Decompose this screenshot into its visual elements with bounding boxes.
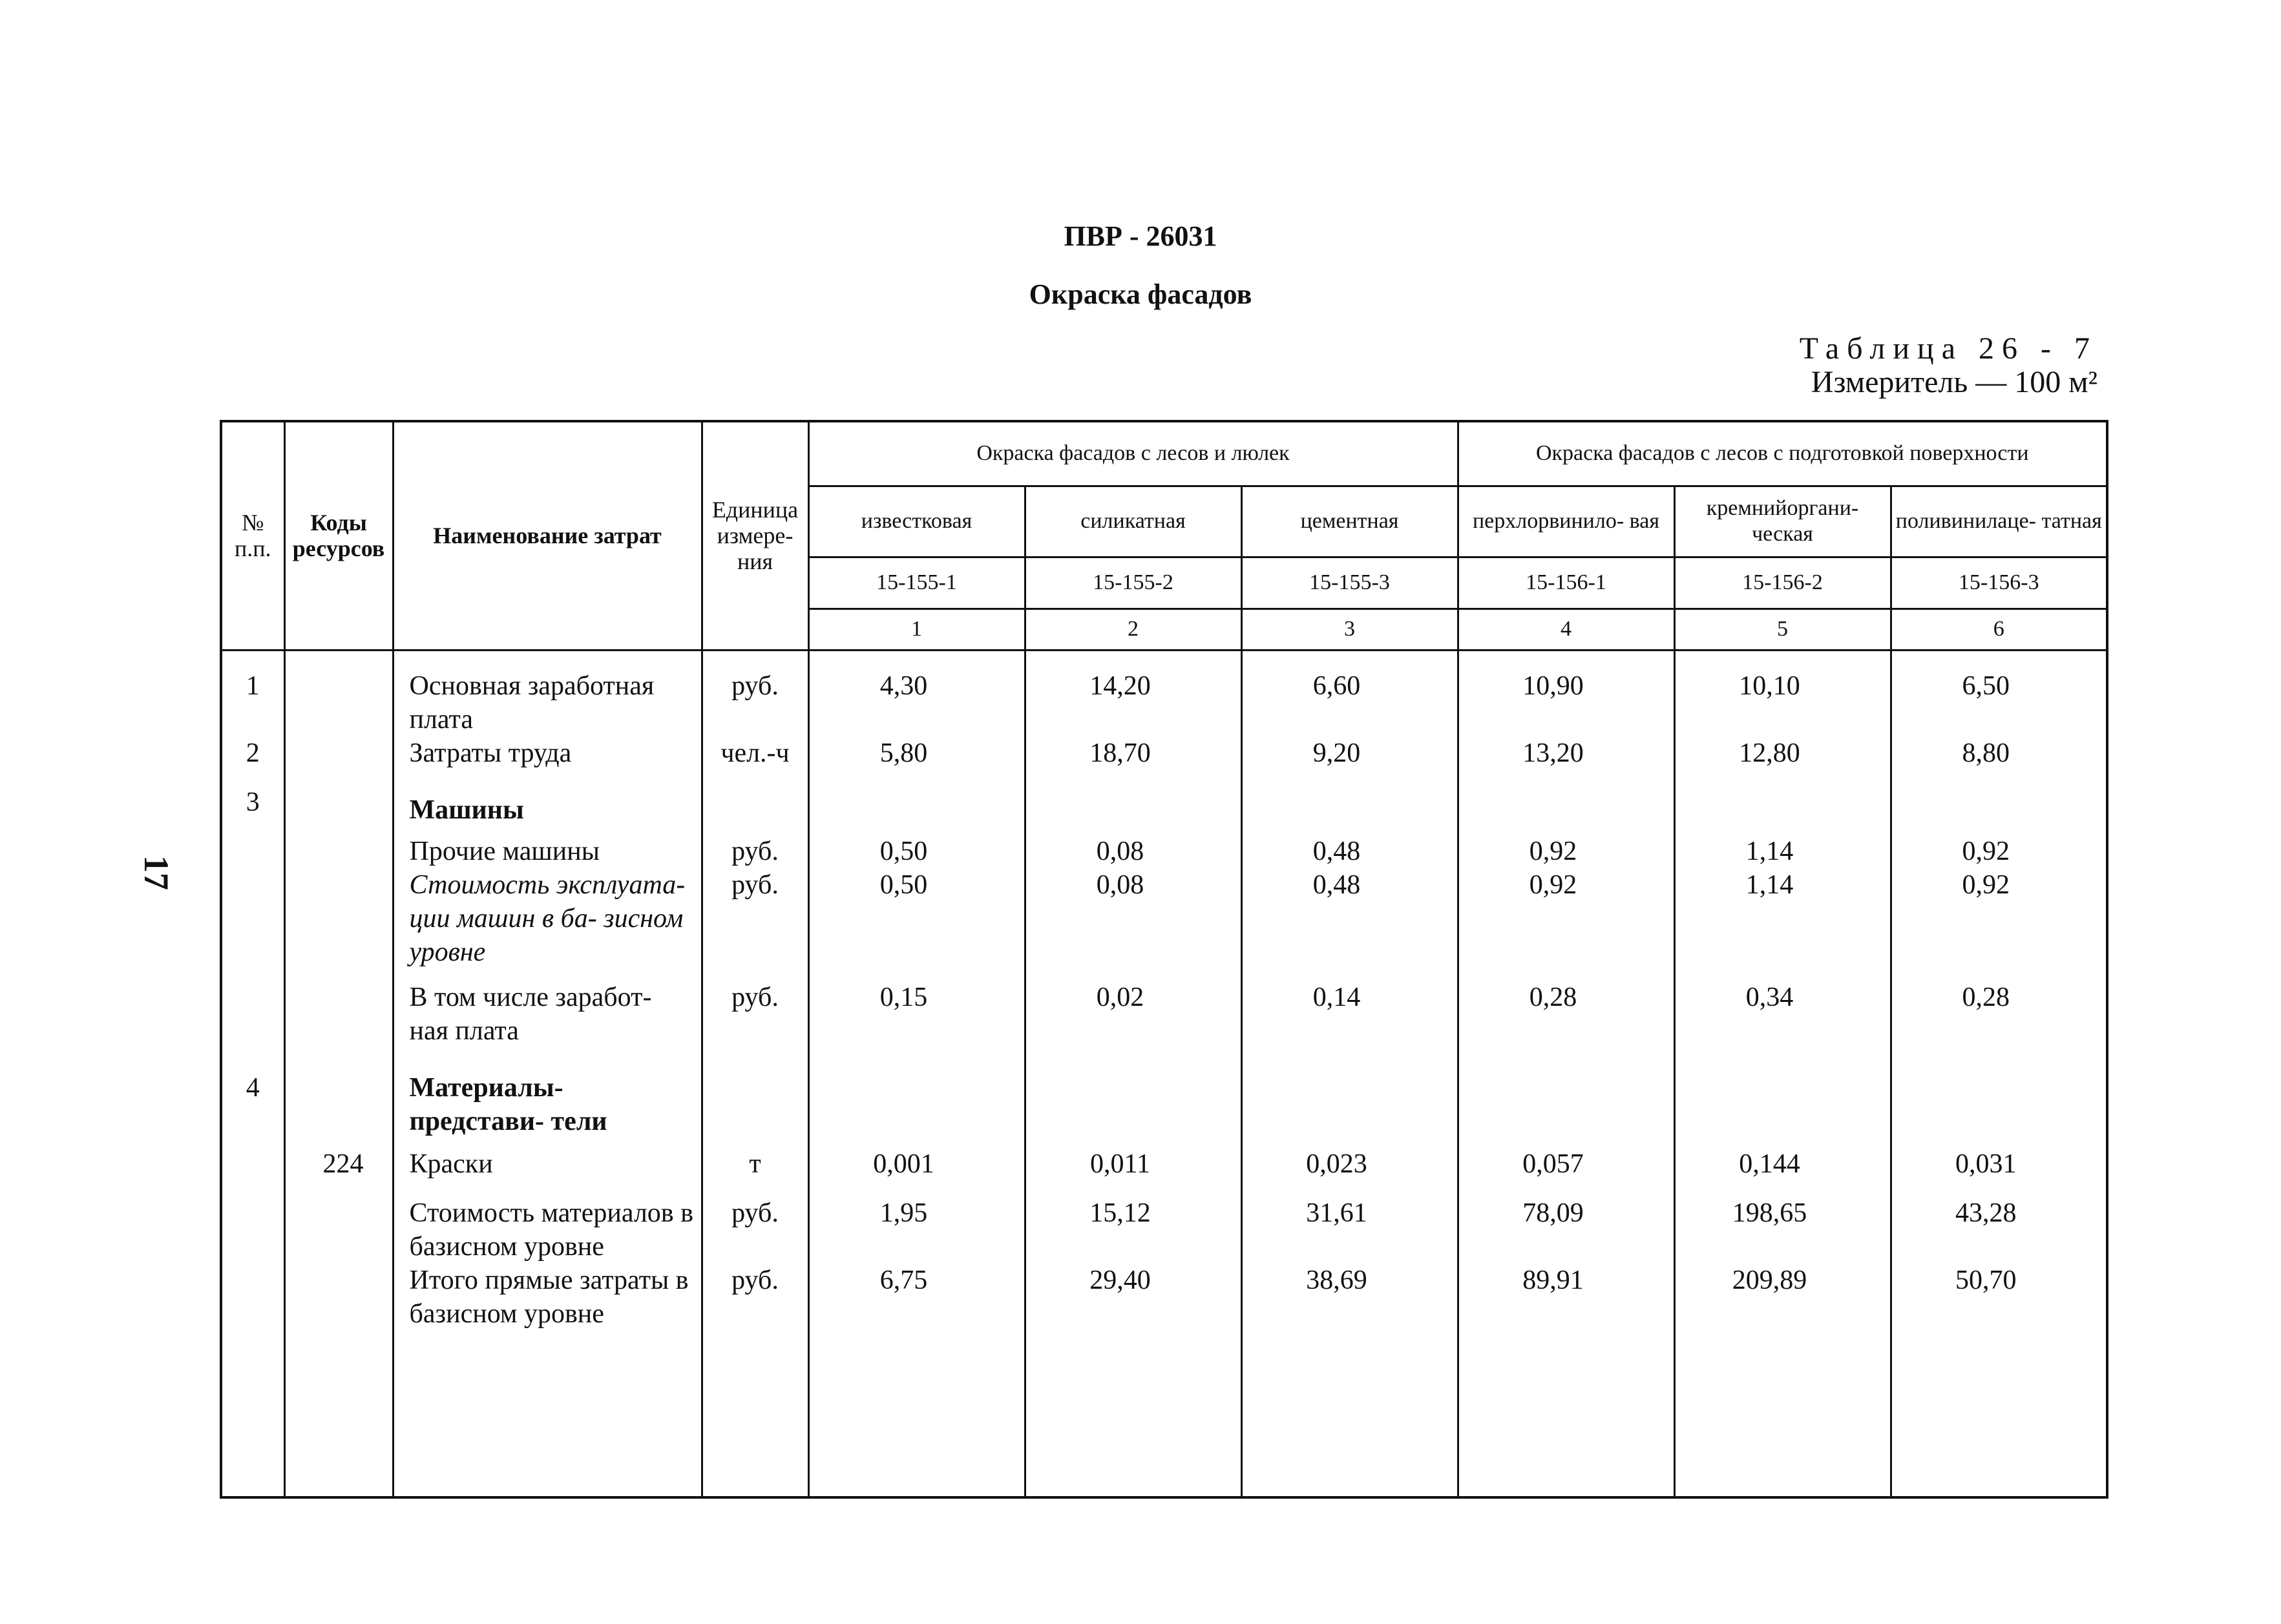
filler-cell: [1025, 1335, 1241, 1498]
table-row: [221, 981, 2107, 1071]
row-name: Стоимость материалов в базисном уровне: [393, 1196, 702, 1264]
row-value: [1458, 786, 1674, 835]
row-value: [1674, 1071, 1891, 1147]
row-value: 0,28: [1458, 981, 1674, 1071]
filler-cell: [1674, 1335, 1891, 1498]
row-value: 0,08: [1025, 835, 1241, 868]
header-codes: Коды ресурсов: [284, 421, 393, 650]
row-value: [1891, 786, 2107, 835]
row-value: 0,92: [1891, 835, 2107, 868]
row-value: 0,48: [1241, 868, 1458, 981]
subcol-code: 15-155-1: [808, 557, 1025, 609]
row-value: 15,12: [1025, 1196, 1241, 1264]
row-value: 0,34: [1674, 981, 1891, 1071]
row-value: 10,10: [1674, 650, 1891, 736]
row-num: [221, 835, 284, 868]
subcol-label: перхлорвинило- вая: [1458, 486, 1674, 557]
table-row: [221, 650, 2107, 736]
subcol-code: 15-155-3: [1241, 557, 1458, 609]
row-value: [1025, 1071, 1241, 1147]
row-value: 0,15: [808, 981, 1025, 1071]
filler-cell: [1458, 1335, 1674, 1498]
row-value: 10,90: [1458, 650, 1674, 736]
row-unit: руб.: [702, 650, 808, 736]
subcol-index: 2: [1025, 609, 1241, 650]
subcol-label: поливинилаце- татная: [1891, 486, 2107, 557]
row-code: [284, 1071, 393, 1147]
row-value: [808, 1071, 1025, 1147]
subcol-label: цементная: [1241, 486, 1458, 557]
row-unit: [702, 786, 808, 835]
row-unit: [702, 1071, 808, 1147]
row-unit: т: [702, 1147, 808, 1196]
subcol-code: 15-156-2: [1674, 557, 1891, 609]
row-value: 1,14: [1674, 835, 1891, 868]
group-header-2: Окраска фасадов с лесов с подготовкой поверхности: [1458, 421, 2107, 486]
row-value: 0,14: [1241, 981, 1458, 1071]
row-code: [284, 786, 393, 835]
row-num: [221, 868, 284, 981]
header-num: № п.п.: [221, 421, 284, 650]
subcol-index: 1: [808, 609, 1025, 650]
row-value: 0,023: [1241, 1147, 1458, 1196]
row-value: 0,50: [808, 868, 1025, 981]
row-value: 1,95: [808, 1196, 1025, 1264]
row-num: 1: [221, 650, 284, 736]
row-code: [284, 868, 393, 981]
table-row: [221, 786, 2107, 835]
unit-label: Измеритель — 100 м²: [1811, 365, 2097, 399]
row-value: 4,30: [808, 650, 1025, 736]
subcol-index: 3: [1241, 609, 1458, 650]
row-value: 14,20: [1025, 650, 1241, 736]
row-name: Машины: [393, 786, 702, 835]
row-name: Материалы-представи- тели: [393, 1071, 702, 1147]
row-value: 0,50: [808, 835, 1025, 868]
row-value: 0,08: [1025, 868, 1241, 981]
row-code: [284, 981, 393, 1071]
row-value: [808, 786, 1025, 835]
row-value: 50,70: [1891, 1264, 2107, 1335]
filler-cell: [808, 1335, 1025, 1498]
cost-table: [220, 420, 2108, 1499]
row-value: 0,92: [1891, 868, 2107, 981]
row-code: [284, 1264, 393, 1335]
row-num: [221, 1147, 284, 1196]
row-num: [221, 1196, 284, 1264]
table-row: [221, 1071, 2107, 1147]
row-value: [1241, 786, 1458, 835]
row-value: 0,28: [1891, 981, 2107, 1071]
row-name: Прочие машины: [393, 835, 702, 868]
row-name: Стоимость эксплуата- ции машин в ба- зисном уровне: [393, 868, 702, 981]
table-row: [221, 736, 2107, 786]
row-value: [1891, 1071, 2107, 1147]
row-value: 6,75: [808, 1264, 1025, 1335]
row-value: 198,65: [1674, 1196, 1891, 1264]
table-row: [221, 868, 2107, 981]
row-unit: руб.: [702, 1264, 808, 1335]
row-code: [284, 1196, 393, 1264]
row-name: В том числе заработ- ная плата: [393, 981, 702, 1071]
row-unit: руб.: [702, 981, 808, 1071]
table-row: [221, 835, 2107, 868]
subcol-code: 15-156-1: [1458, 557, 1674, 609]
row-code: [284, 736, 393, 786]
table-row: [221, 1196, 2107, 1264]
row-name: Основная заработная плата: [393, 650, 702, 736]
row-num: 3: [221, 786, 284, 835]
row-value: 5,80: [808, 736, 1025, 786]
filler-cell: [221, 1335, 284, 1498]
row-code: [284, 835, 393, 868]
filler-cell: [1891, 1335, 2107, 1498]
row-unit: руб.: [702, 835, 808, 868]
filler-cell: [284, 1335, 393, 1498]
row-value: [1458, 1071, 1674, 1147]
group-header-1: Окраска фасадов с лесов и люлек: [808, 421, 1458, 486]
row-value: 6,60: [1241, 650, 1458, 736]
row-value: 9,20: [1241, 736, 1458, 786]
row-unit: чел.-ч: [702, 736, 808, 786]
row-value: 43,28: [1891, 1196, 2107, 1264]
subcol-label: известковая: [808, 486, 1025, 557]
subcol-code: 15-156-3: [1891, 557, 2107, 609]
filler-cell: [393, 1335, 702, 1498]
row-num: [221, 1264, 284, 1335]
header-unit: Единица измере- ния: [702, 421, 808, 650]
row-value: 0,057: [1458, 1147, 1674, 1196]
row-code: [284, 650, 393, 736]
subcol-index: 4: [1458, 609, 1674, 650]
row-num: [221, 981, 284, 1071]
page-number: 17: [137, 855, 176, 890]
header-name: Наименование затрат: [393, 421, 702, 650]
table-label: Таблица 26 - 7: [1799, 331, 2097, 366]
row-value: 0,011: [1025, 1147, 1241, 1196]
row-value: 8,80: [1891, 736, 2107, 786]
row-value: 31,61: [1241, 1196, 1458, 1264]
row-value: 0,031: [1891, 1147, 2107, 1196]
row-value: 89,91: [1458, 1264, 1674, 1335]
row-unit: руб.: [702, 1196, 808, 1264]
row-value: [1025, 786, 1241, 835]
row-value: 1,14: [1674, 868, 1891, 981]
subcol-label: силикатная: [1025, 486, 1241, 557]
row-value: 6,50: [1891, 650, 2107, 736]
document-title: Окраска фасадов: [1029, 278, 1252, 310]
row-value: 0,001: [808, 1147, 1025, 1196]
row-value: [1674, 786, 1891, 835]
row-value: 0,92: [1458, 835, 1674, 868]
document-code: ПВР - 26031: [1064, 220, 1217, 252]
filler-cell: [702, 1335, 808, 1498]
row-num: 2: [221, 736, 284, 786]
table-row: [221, 1264, 2107, 1335]
table-row: [221, 1147, 2107, 1196]
row-value: 209,89: [1674, 1264, 1891, 1335]
row-name: Краски: [393, 1147, 702, 1196]
subcol-code: 15-155-2: [1025, 557, 1241, 609]
subcol-index: 6: [1891, 609, 2107, 650]
row-value: 13,20: [1458, 736, 1674, 786]
row-unit: руб.: [702, 868, 808, 981]
filler-cell: [1241, 1335, 1458, 1498]
row-value: 0,144: [1674, 1147, 1891, 1196]
row-value: 18,70: [1025, 736, 1241, 786]
row-num: 4: [221, 1071, 284, 1147]
row-value: 29,40: [1025, 1264, 1241, 1335]
subcol-index: 5: [1674, 609, 1891, 650]
row-name: Итого прямые затраты в базисном уровне: [393, 1264, 702, 1335]
row-value: 0,48: [1241, 835, 1458, 868]
row-value: 0,02: [1025, 981, 1241, 1071]
row-value: 38,69: [1241, 1264, 1458, 1335]
table-filler-row: [221, 1335, 2107, 1498]
row-value: 12,80: [1674, 736, 1891, 786]
row-code: 224: [284, 1147, 393, 1196]
row-name: Затраты труда: [393, 736, 702, 786]
row-value: [1241, 1071, 1458, 1147]
row-value: 78,09: [1458, 1196, 1674, 1264]
row-value: 0,92: [1458, 868, 1674, 981]
subcol-label: кремнийоргани- ческая: [1674, 486, 1891, 557]
